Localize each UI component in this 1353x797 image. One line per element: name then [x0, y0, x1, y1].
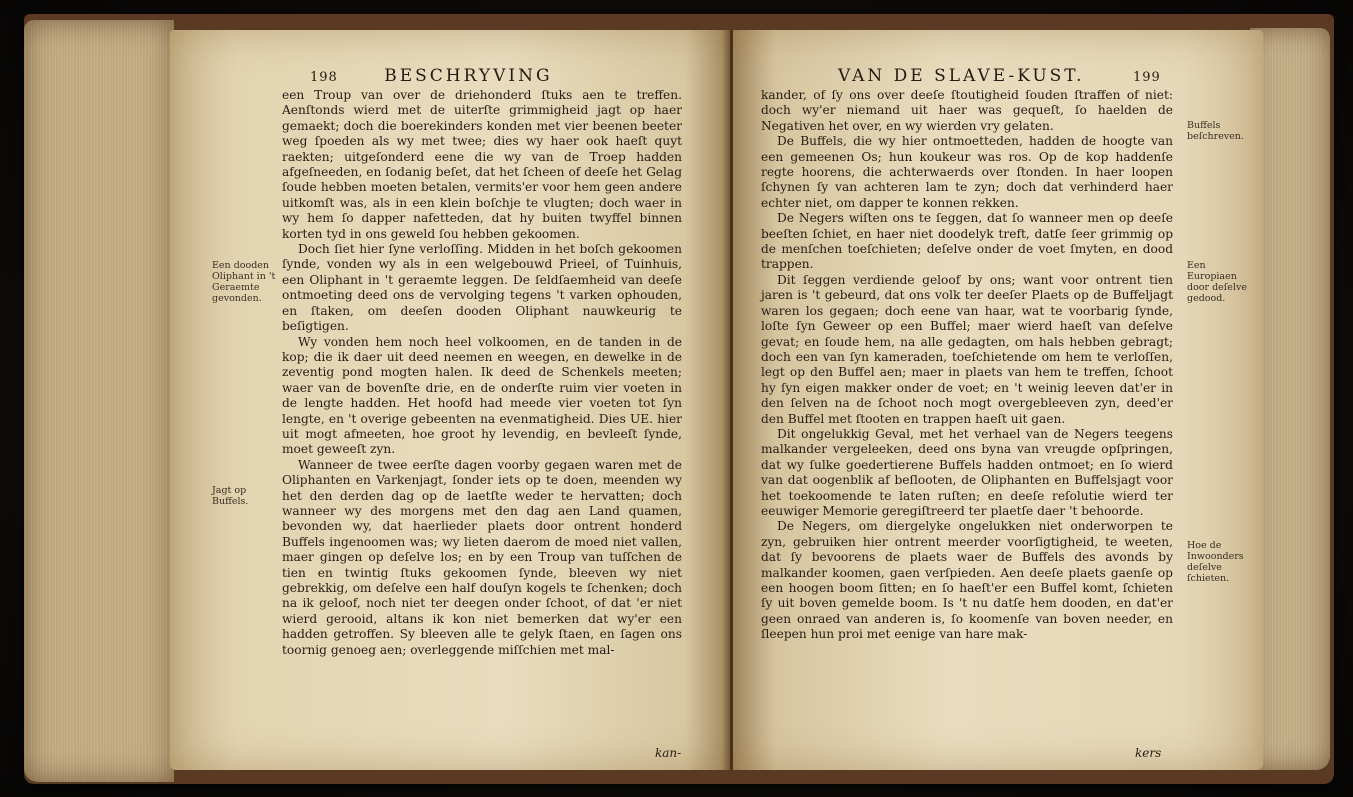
left-page-number: 198	[310, 70, 338, 85]
left-paragraph-2: Doch ſiet hier ſyne verloſſing. Midden in het boſch gekoomen ſynde, vonden wy als in een welgebouwd Prieel, of Tuinhuis, een Oliphant in 't geraemte leggen. De ſeldſaemheid van deeſe ontmoeting deed ons de vervolging tegens 't varken ophouden, en ſtaken, om deeſen dooden Oliphant nauwkeurig te beſigtigen.	[282, 242, 682, 334]
right-margin-note-2: Een Europiaen door deſelve gedood.	[1187, 260, 1247, 304]
right-paragraph-2: De Buffels, die wy hier ontmoetteden, hadden de hoogte van een gemeenen Os; hun koukeur was ros. Op de kop haddenſe regte hoorens, die achterwaerds over ſtonden. In haer loopen ſchynen ſy van achteren lam te zyn; doch dat verhinderd haer echter niet, om dapper te konnen rekken.	[761, 134, 1173, 210]
left-paragraph-4: Wanneer de twee eerſte dagen voorby gegaen waren met de Oliphanten en Varkenjagt, ſonder iets op te doen, meenden wy het den derden dag op de laetſte weder te hervatten; doch wanneer wy des morgens met den dag aen Land quamen, bevonden wy, dat haerlieder plaets door ontrent honderd Buffels ingenoomen was; wy lieten daerom de moed niet vallen, maer gingen op deſelve los; en by een Troup van tuſſchen de tien en twintig ſtuks gekoomen ſynde, bleeven wy niet gebrekkig, om deſelve een half douſyn kogels te ſchenken; doch na ik geloof, noch niet ter deegen onder ſchoot, of dat 'er niet wierd gerooid, altans ik kon niet bemerken dat wy'er een hadden getroffen. Sy bleeven alle te gelyk ſtaen, en ſagen ons toornig genoeg aen; overleggende miſſchien met mal-	[282, 457, 682, 657]
right-paragraph-3: De Negers wiſten ons te ſeggen, dat ſo wanneer men op deeſe beeſten ſchiet, en haer niet doodelyk treft, datſe ſeer grimmig op de menſchen toeſchieten; deſelve onder de voet ſmyten, en dood trappen.	[761, 211, 1173, 272]
right-page	[733, 30, 1263, 770]
right-margin-note-1: Buffels beſchreven.	[1187, 120, 1244, 142]
right-paragraph-6: De Negers, om diergelyke ongelukken niet onderworpen te zyn, gebruiken hier ontrent meerder voorſigtigheid, te weeten, dat ſy bevoorens de plaets waer de Buffels des avonds by malkander koomen, gaen verſpieden. Aen deeſe plaets gaenſe op een hoogen boom ſitten; en ſo haeſt'er een Buffel komt, ſchieten ſy uit boven gemelde boom. Is 't nu datſe hem dooden, en dat'er geen onraed van anderen is, ſo koomenſe van boven needer, en ſleepen hun proi met eenige van hare mak-	[761, 519, 1173, 642]
left-body-text	[282, 88, 682, 658]
left-running-head-row	[310, 66, 553, 86]
left-margin-note-1: Een dooden Oliphant in 't Geraemte gevonden.	[212, 260, 276, 304]
right-paragraph-5: Dit ongelukkig Geval, met het verhael van de Negers teegens malkander vergeleeken, deed ons byna van vreugde opſpringen, dat wy ſulke goedertierene Buffels hadden ontmoet; en ſo wierd van dat oogenblik af beſlooten, de Oliphanten en Buffelsjagt voor het toekoomende te laten ruſten; en deeſe reſolutie wierd ter eeuwiger Memorie geregiſtreerd ter plaetſe daer 't behoorde.	[761, 426, 1173, 518]
page-edges-left	[24, 20, 174, 782]
right-paragraph-1: kander, of ſy ons over deeſe ſtoutigheid ſouden ſtraffen of niet: doch wy'er niemand uit haer was gequeſt, ſo haelden de Negativen het over, en wy wierden vry gelaten.	[761, 88, 1173, 133]
left-paragraph-3: Wy vonden hem noch heel volkoomen, en de tanden in de kop; die ik daer uit deed neemen en weegen, en dewelke in de zeventig pond mogten halen. Ik deed de Schenkels meeten; waer van de bovenſte drie, en de onderſte ruim vier voeten in de lengte hadden. Het hoofd had meede vier voeten tot ſyn lengte, en 't overige gebeenten na evenmatigheid. Dies UE. hier uit mogt afmeeten, hoe groot hy levendig, en bevleeſt ſynde, moet geweeſt zyn.	[282, 334, 682, 457]
right-page-number: 199	[1132, 70, 1161, 85]
left-page	[170, 30, 730, 770]
right-margin-note-3: Hoe de Inwoonders deſelve ſchieten.	[1187, 540, 1244, 584]
left-margin-note-2: Jagt op Buffels.	[212, 485, 249, 507]
right-body-text	[761, 88, 1173, 643]
right-paragraph-4: Dit ſeggen verdiende geloof by ons; want voor ontrent tien jaren is 't gebeurd, dat ons volk ter deeſer Plaets op de Buffeljagt waren los gegaen; doch eene van haar, wat te voorbarig ſynde, loſte ſyn Geweer op een Buffel; maer wierd haeſt van deſelve gevat; en ſoude hem, na alle gedagten, om hals hebben gebragt; doch een van ſyn kameraden, toeſchietende om hem te verloſſen, legt op den Buffel aen; maer in plaets van hem te treffen, ſchoot hy ſyn eigen makker onder de voet; en 't weinig leeven dat'er in den ſelven na de ſchoot noch mogt overgebleeven zyn, deed'er den Buffel met ſtooten en trappen haeſt uit gaen.	[761, 272, 1173, 426]
left-catchword: kan-	[655, 746, 682, 760]
right-running-head: VAN DE SLAVE-KUST.	[838, 66, 1085, 86]
right-catchword: kers	[1135, 746, 1162, 760]
left-paragraph-1: een Troup van over de driehonderd ſtuks aen te treffen. Aenſtonds wierd met de uiterſte grimmigheid jagt op haer gemaekt; doch die boerekinders konden met vier beenen beeter weg ſpoeden als wy met twee; dies wy haer ook haeſt quyt raekten; uitgeſonderd eene die wy van de Troep hadden afgeſneeden, en ſodanig beſet, dat het ſcheen of deeſe het Gelag ſoude hebben moeten betalen, vermits'er voor hem geen andere uitkomſt was, als in een klein boſchje te vlugten; doch waer in wy hem ſo dapper nafetteden, dat hy buiten twyffel binnen korten tyd in ons geweld ſou hebben gekoomen.	[282, 88, 682, 241]
right-running-head-row	[838, 66, 1161, 86]
left-running-head: BESCHRYVING	[384, 66, 553, 86]
